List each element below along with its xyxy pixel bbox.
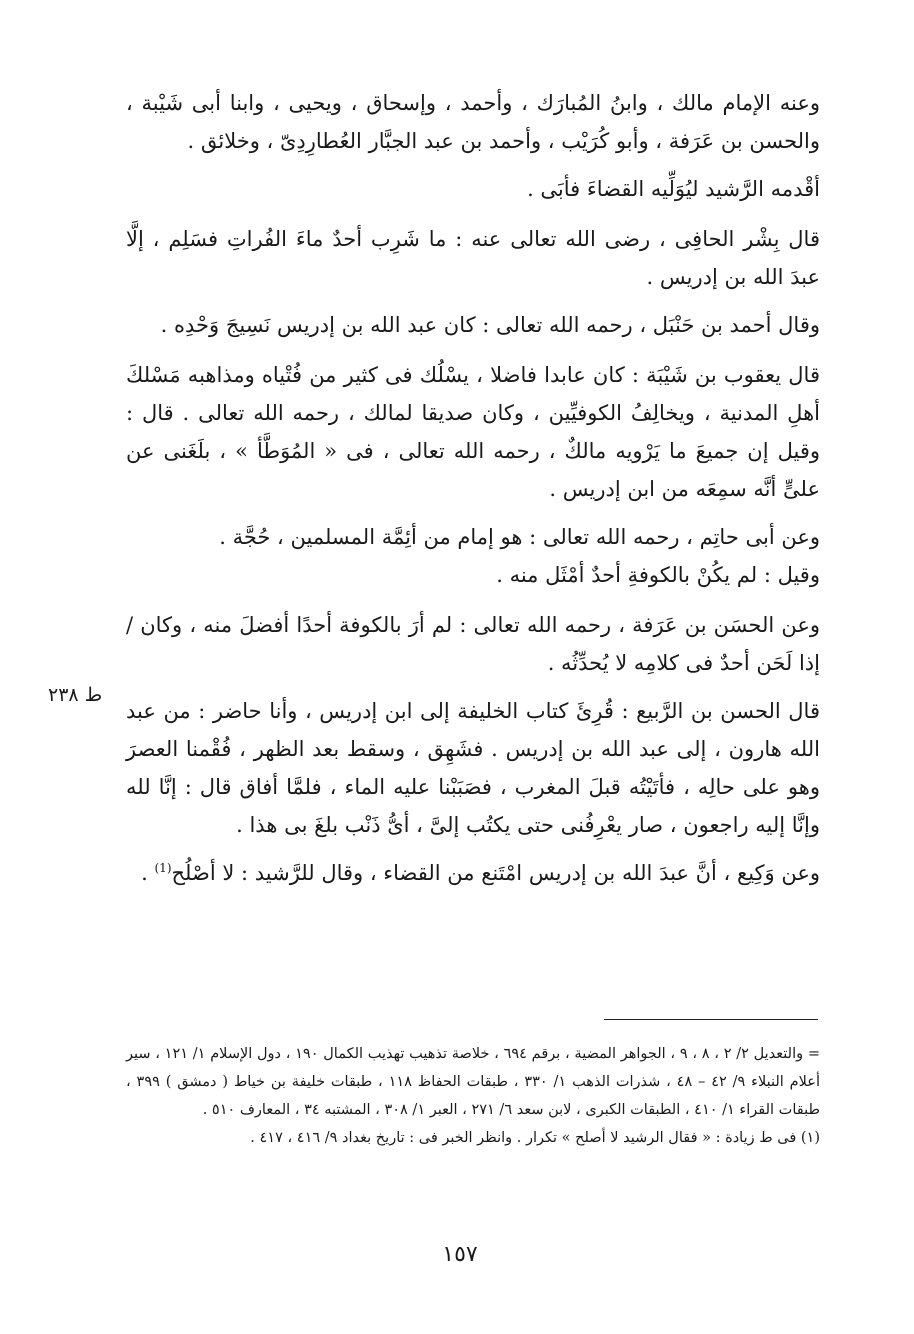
paragraph-kufa: وقيل : لم يكُنْ بالكوفةِ أحدٌ أمْثَل منه . (496, 563, 820, 587)
waki-text: وعن وَكِيع ، أنَّ عبدَ الله بن إدريس امْتَنع من القضاء ، وقال للرَّشيد : لا أصْلُح (171, 861, 820, 885)
paragraph-students: وعنه الإمام مالك ، وابنُ المُبارَك ، وأحمد ، وإسحاق ، ويحيى ، وابنا أبى شَيْبة ، والحسن بن عَرَفة ، وأبو كُرَيْب ، وأحمد بن عبد الجبَّار العُطارِدِىّ ، وخلائق . (126, 91, 820, 153)
footnotes (126, 1040, 820, 1152)
footnote-divider (604, 1019, 818, 1020)
waki-end: . (141, 861, 155, 885)
footnote-ref: (1) (154, 861, 172, 875)
paragraph-hasan-arafa: وعن الحسَن بن عَرَفة ، رحمه الله تعالى : لم أرَ بالكوفة أحدًا أفضلَ منه ، وكان /إذا لَحَن أحدٌ فى كلامِه لا يُحدِّثُه . (126, 613, 820, 675)
page-number: ١٥٧ (442, 1242, 478, 1267)
paragraph-abu-hatim: وعن أبى حاتِم ، رحمه الله تعالى : هو إمام من أئِمَّة المسلمين ، حُجَّة . (219, 525, 820, 549)
margin-manuscript-note: ط ٢٣٨ (48, 684, 103, 706)
paragraph-waki (126, 854, 820, 892)
paragraph-yaqub: قال يعقوب بن شَيْبَة : كان عابدا فاضلا ، يسْلُك فى كثير من فُتْياه ومذاهبه مَسْلكَ أهلِ المدنية ، ويخالِفُ الكوفيِّين ، وكان صديقا لمالك ، رحمه الله تعالى . قال : وقيل إن جميعَ ما يَرْويه مالكٌ ، رحمه الله تعالى ، فى « المُوَطَّأ » ، بلَغَنى عن علىٍّ أنَّه سمِعَه من ابن إدريس . (126, 363, 820, 501)
footnote-1: (١) فى ط زيادة : « فقال الرشيد لا أصلح » تكرار . وانظر الخبر فى : تاريخ بغداد ٩/ ٤١٦ ، ٤١٧ . (250, 1130, 820, 1146)
paragraph-ahmad: وقال أحمد بن حَنْبَل ، رحمه الله تعالى : كان عبد الله بن إدريس نَسِيجَ وَحْدِه . (160, 313, 820, 337)
main-text (126, 84, 820, 902)
footnote-continuation: = والتعديل ٢/ ٢ ، ٨ ، ٩ ، الجواهر المضية ، برقم ٦٩٤ ، خلاصة تذهيب تهذيب الكمال ١٩٠ ، دول الإسلام ١/ ١٢١ ، سير أعلام النبلاء ٩/ ٤٢ – ٤٨ ، شذرات الذهب ١/ ٣٣٠ ، طبقات الحفاظ ١١٨ ، طبقات خليفة بن خياط ( دمشق ) ٣٩٩ ، طبقات القراء ١/ ٤١٠ ، الطبقات الكبرى ، لابن سعد ٦/ ٢٧١ ، العبر ١/ ٣٠٨ ، المشتبه ٣٤ ، المعارف ٥١٠ . (126, 1046, 820, 1118)
paragraph-rashid: أقْدمه الرَّشيد ليُوَلِّيه القضاءَ فأبَى . (527, 177, 820, 201)
paragraph-bishr: قال بِشْر الحافِى ، رضى الله تعالى عنه : ما شَرِب أحدٌ ماءَ الفُراتِ فسَلِم ، إلَّا عبدَ الله بن إدريس . (126, 227, 820, 289)
paragraph-hasan-rabi: قال الحسن بن الرَّبيع : قُرِئَ كتاب الخليفة إلى ابن إدريس ، وأنا حاضر : من عبد الله هارون ، إلى عبد الله بن إدريس . فشَهِق ، وسقط بعد الظهر ، فُقْمنا العصرَ وهو على حالِه ، فأتَيْتُه قبلَ المغرب ، فصَبَبْنا عليه الماء ، فلمَّا أفاق قال : إنَّا لله وإنَّا إليه راجعون ، صار يعْرِفُنى حتى يكتُب إلىَّ ، أىُّ ذَنْب بلغَ بى هذا . (126, 699, 820, 837)
